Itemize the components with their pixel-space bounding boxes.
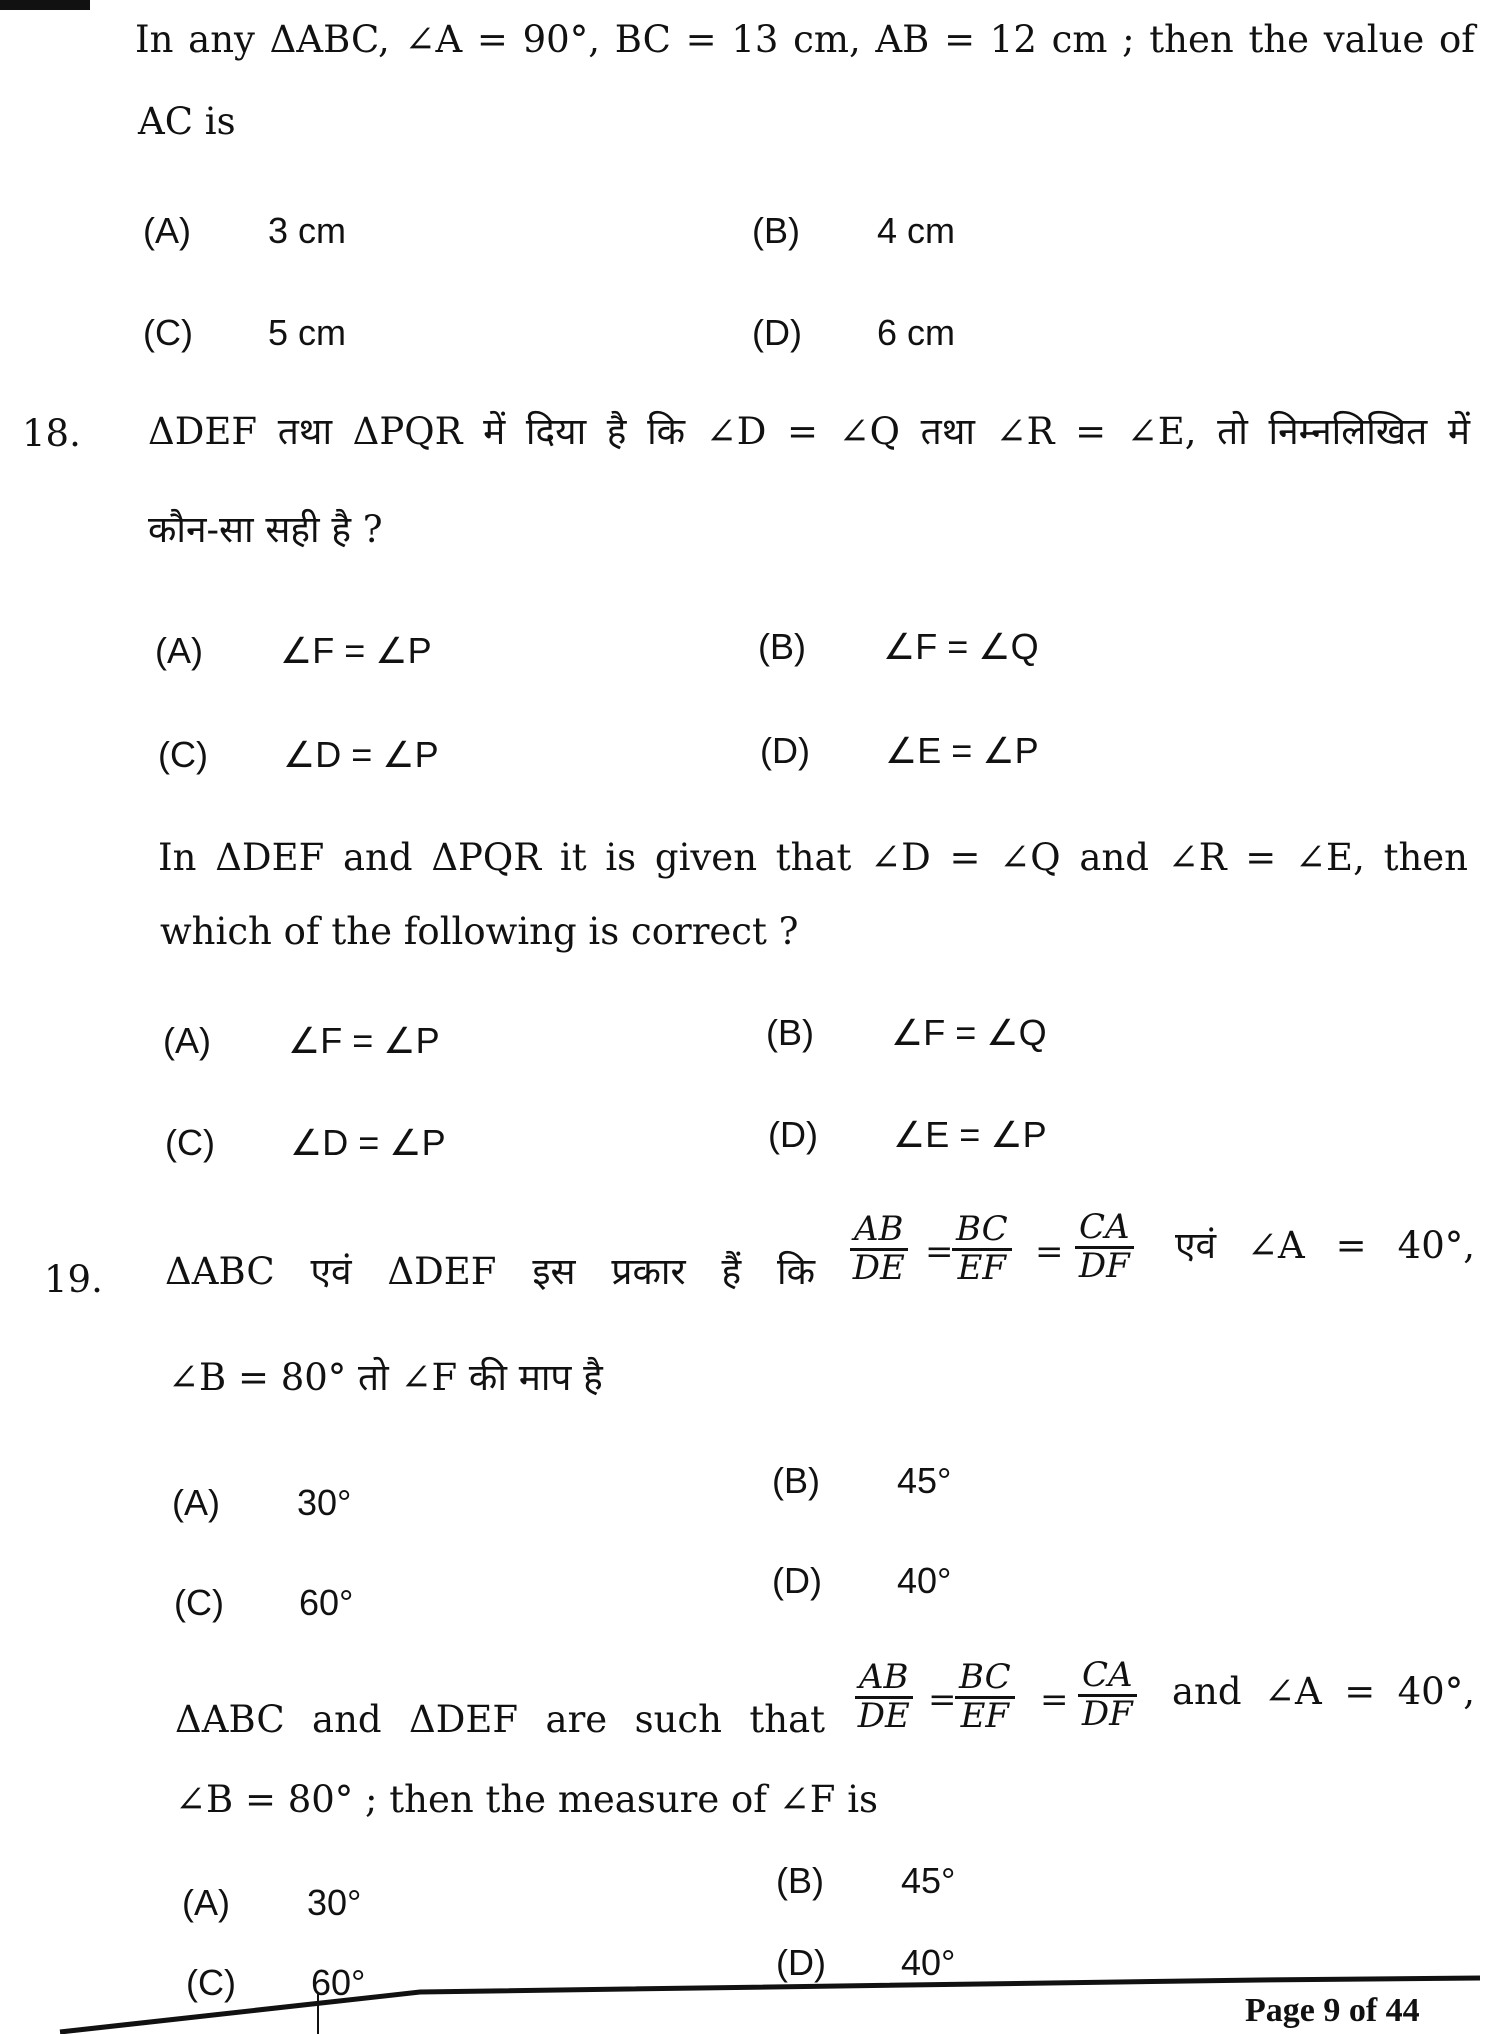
q17-text-line2: AC is [138,100,236,143]
fraction-bc-ef [952,1209,1012,1288]
q17-option-d[interactable] [752,312,955,354]
option-label: (B) [752,210,800,251]
q19-hindi-option-a[interactable] [172,1482,351,1524]
q19-hindi-line2: ∠B = 80° तो ∠F की माप है [168,1356,603,1399]
option-value: 60° [311,1962,366,2003]
fraction-denominator: DF [1081,1693,1133,1734]
option-value: 40° [901,1942,956,1983]
fraction-denominator: DE [852,1247,905,1288]
q19-hindi-option-b[interactable] [772,1460,951,1502]
q19-english-line1-pre: ΔABC and ΔDEF are such that [175,1698,825,1741]
option-label: (A) [163,1020,211,1061]
option-value: 30° [307,1882,362,1923]
q18-english-option-c[interactable] [165,1122,446,1164]
option-label: (A) [182,1882,230,1923]
page-number: Page 9 of 44 [1245,1992,1420,2029]
option-value: 45° [901,1860,956,1901]
equals-sign: = [928,1680,957,1720]
option-value: 3 cm [268,210,347,251]
q19-english-line2: ∠B = 80° ; then the measure of ∠F is [175,1778,879,1821]
q17-option-c[interactable] [143,312,346,354]
option-value: 60° [299,1582,354,1623]
option-value: ∠E = ∠P [893,1114,1047,1155]
option-label: (C) [165,1122,215,1163]
q18-hindi-line2: कौन-सा सही है ? [148,508,383,551]
fraction-denominator: DE [857,1695,910,1736]
option-label: (D) [760,730,810,771]
option-value: ∠E = ∠P [885,730,1039,771]
fraction-denominator: EF [960,1695,1010,1736]
q18-number: 18. [22,412,81,455]
option-label: (D) [768,1114,818,1155]
option-value: ∠F = ∠P [280,630,432,671]
option-label: (C) [158,734,208,775]
q19-hindi-option-d[interactable] [772,1560,951,1602]
q19-english-option-a[interactable] [182,1882,361,1924]
fraction-denominator: EF [957,1247,1007,1288]
option-value: ∠F = ∠Q [883,626,1039,667]
option-label: (C) [186,1962,236,2003]
q19-number: 19. [44,1258,103,1301]
fraction-numerator: AB [855,1660,913,1699]
q18-hindi-option-b[interactable] [758,626,1039,668]
option-label: (C) [143,312,193,353]
q19-hindi-option-c[interactable] [174,1582,353,1624]
option-value: ∠D = ∠P [283,734,439,775]
fraction-numerator: BC [952,1212,1012,1251]
fraction-numerator: CA [1075,1210,1134,1249]
fraction-ca-df [1075,1207,1134,1286]
option-value: ∠F = ∠Q [891,1012,1047,1053]
option-label: (D) [752,312,802,353]
option-label: (A) [155,630,203,671]
q18-english-option-a[interactable] [163,1020,440,1062]
q18-english-line2: which of the following is correct ? [160,910,799,953]
q18-hindi-option-c[interactable] [158,734,439,776]
option-value: 45° [897,1460,952,1501]
fraction-ab-de [855,1657,913,1736]
fraction-numerator: BC [955,1660,1015,1699]
option-label: (B) [758,626,806,667]
option-label: (A) [143,210,191,251]
q18-english-option-b[interactable] [766,1012,1047,1054]
q19-english-line1-post: and ∠A = 40°, [1172,1670,1475,1713]
top-corner-mark [0,0,90,10]
q18-english-line1: In ΔDEF and ΔPQR it is given that ∠D = ∠Q and ∠R = ∠E, then [158,836,1468,879]
option-value: 6 cm [877,312,956,353]
option-label: (D) [772,1560,822,1601]
q19-english-option-b[interactable] [776,1860,955,1902]
q17-option-b[interactable] [752,210,955,252]
q18-hindi-option-d[interactable] [760,730,1039,772]
option-label: (B) [772,1460,820,1501]
option-value: ∠F = ∠P [288,1020,440,1061]
fraction-denominator: DF [1078,1245,1130,1286]
option-label: (D) [776,1942,826,1983]
q18-hindi-option-a[interactable] [155,630,432,672]
fraction-bc-ef [955,1657,1015,1736]
q18-english-option-d[interactable] [768,1114,1047,1156]
option-label: (B) [766,1012,814,1053]
option-value: 4 cm [877,210,956,251]
q17-option-a[interactable] [143,210,346,252]
option-label: (C) [174,1582,224,1623]
fraction-ca-df [1078,1655,1137,1734]
q19-hindi-line1-pre: ΔABC एवं ΔDEF इस प्रकार हैं कि [165,1250,815,1293]
q17-text-line1: In any ΔABC, ∠A = 90°, BC = 13 cm, AB = 12 cm ; then the value of [135,18,1475,61]
equals-sign: = [1035,1232,1064,1272]
equals-sign: = [1040,1680,1069,1720]
fraction-numerator: AB [850,1212,908,1251]
option-value: 40° [897,1560,952,1601]
fraction-ab-de [850,1209,908,1288]
option-label: (A) [172,1482,220,1523]
option-label: (B) [776,1860,824,1901]
q18-hindi-line1: ΔDEF तथा ΔPQR में दिया है कि ∠D = ∠Q तथा ∠R = ∠E, तो निम्नलिखित में [148,410,1470,453]
equals-sign: = [925,1232,954,1272]
option-value: 5 cm [268,312,347,353]
fraction-numerator: CA [1078,1658,1137,1697]
q19-hindi-line1-post: एवं ∠A = 40°, [1175,1224,1475,1267]
option-value: 30° [297,1482,352,1523]
option-value: ∠D = ∠P [290,1122,446,1163]
